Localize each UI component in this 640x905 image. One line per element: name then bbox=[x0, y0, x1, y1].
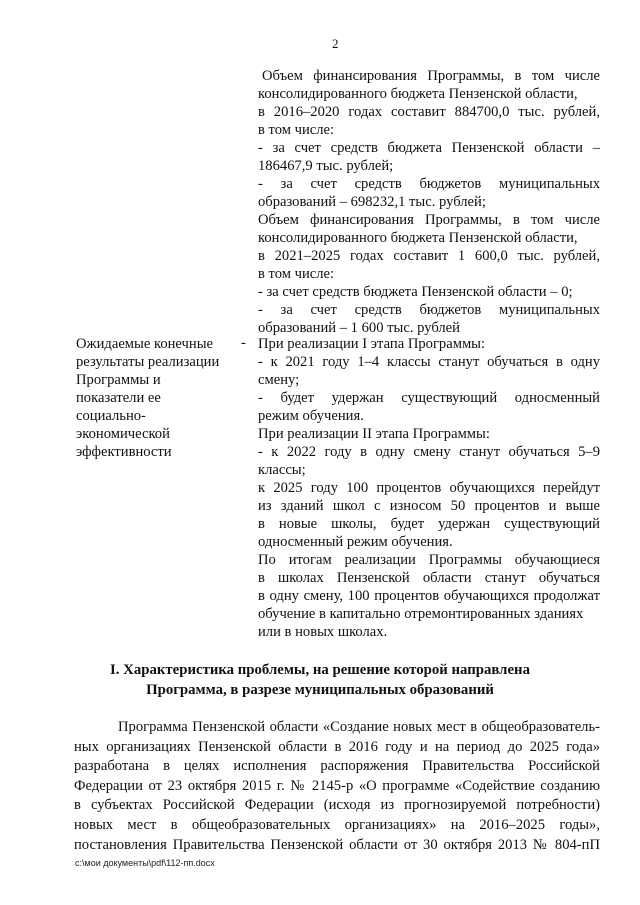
results-line: в школах Пензенской области станут обучаться bbox=[258, 570, 600, 586]
results-label-line: результаты реализации bbox=[76, 354, 220, 370]
paragraph-line: в субъектах Российской Федерации (исходя из прогнозируемой потребности) bbox=[74, 797, 600, 814]
body-paragraph bbox=[74, 718, 600, 855]
results-line: из зданий школ с износом 50 процентов и выше bbox=[258, 498, 600, 514]
funding-line: - за счет средств бюджетов муниципальных bbox=[258, 302, 600, 318]
funding-line: в том числе: bbox=[258, 122, 335, 138]
results-label-line: экономической bbox=[76, 426, 170, 442]
results-line: - к 2022 году в одну смену станут обучаться 5–9 bbox=[258, 444, 600, 460]
paragraph-line: Программа Пензенской области «Создание новых мест в общеобразователь- bbox=[118, 719, 600, 735]
results-label-line: Ожидаемые конечные bbox=[76, 336, 213, 352]
funding-line: консолидированного бюджета Пензенской области, bbox=[258, 86, 578, 102]
section-heading bbox=[80, 660, 560, 700]
paragraph-line: постановления Правительства Пензенской области от 30 октября 2013 № 804-пП bbox=[74, 836, 600, 853]
results-label-line: Программы и bbox=[76, 372, 161, 388]
paragraph-line: Федерации от 23 октября 2015 г. № 2145-р «О программе «Содействие созданию bbox=[74, 777, 600, 794]
results-line: При реализации I этапа Программы: bbox=[258, 336, 486, 352]
funding-line: - за счет средств бюджета Пензенской области – bbox=[258, 140, 600, 156]
results-line: - к 2021 году 1–4 классы станут обучаться в одну bbox=[258, 354, 600, 370]
funding-line: 186467,9 тыс. рублей; bbox=[258, 158, 394, 174]
results-line: или в новых школах. bbox=[258, 624, 388, 640]
results-line: к 2025 году 100 процентов обучающихся перейдут bbox=[258, 480, 600, 496]
page-number: 2 bbox=[332, 36, 339, 51]
results-line: односменный режим обучения. bbox=[258, 534, 453, 550]
section-heading-line: Программа, в разрезе муниципальных образований bbox=[146, 682, 494, 698]
results-line: в одну смену, 100 процентов обучающихся продолжат bbox=[258, 588, 600, 604]
results-line: в новые школы, будет удержан существующий bbox=[258, 516, 600, 532]
funding-line: образований – 698232,1 тыс. рублей; bbox=[258, 194, 486, 210]
funding-line: консолидированного бюджета Пензенской области, bbox=[258, 230, 578, 246]
footer-file-path: c:\мои документы\pdf\112-пп.docx bbox=[75, 858, 215, 868]
results-label-line: социально- bbox=[76, 408, 146, 424]
results-line: При реализации II этапа Программы: bbox=[258, 426, 490, 442]
paragraph-line: разработана в целях исполнения распоряжения Правительства Российской bbox=[74, 758, 600, 775]
paragraph-line: новых мест в общеобразовательных организациях» на 2016–2025 годы», bbox=[74, 816, 600, 833]
funding-line: в том числе: bbox=[258, 266, 335, 282]
funding-line: Объем финансирования Программы, в том числе bbox=[262, 68, 600, 84]
results-line: классы; bbox=[258, 462, 306, 478]
results-line: - будет удержан существующий односменный bbox=[258, 390, 600, 406]
column-separator: - bbox=[241, 335, 246, 351]
paragraph-line: ных организациях Пензенской области в 2016 году и на период до 2025 года» bbox=[74, 738, 600, 755]
results-line: смену; bbox=[258, 372, 300, 388]
results-line: обучение в капитально отремонтированных зданиях bbox=[258, 606, 584, 622]
results-line: режим обучения. bbox=[258, 408, 364, 424]
funding-line: - за счет средств бюджетов муниципальных bbox=[258, 176, 600, 192]
funding-line: - за счет средств бюджета Пензенской области – 0; bbox=[258, 284, 573, 300]
results-line: По итогам реализации Программы обучающиеся bbox=[258, 552, 600, 568]
section-heading-line: I. Характеристика проблемы, на решение которой направлена bbox=[110, 662, 530, 678]
funding-line: в 2016–2020 годах составит 884700,0 тыс. рублей, bbox=[258, 104, 600, 120]
results-label-line: показатели ее bbox=[76, 390, 161, 406]
funding-line: образований – 1 600 тыс. рублей bbox=[258, 320, 460, 336]
funding-line: в 2021–2025 годах составит 1 600,0 тыс. рублей, bbox=[258, 248, 600, 264]
results-label-line: эффективности bbox=[76, 444, 172, 460]
funding-line: Объем финансирования Программы, в том числе bbox=[258, 212, 600, 228]
